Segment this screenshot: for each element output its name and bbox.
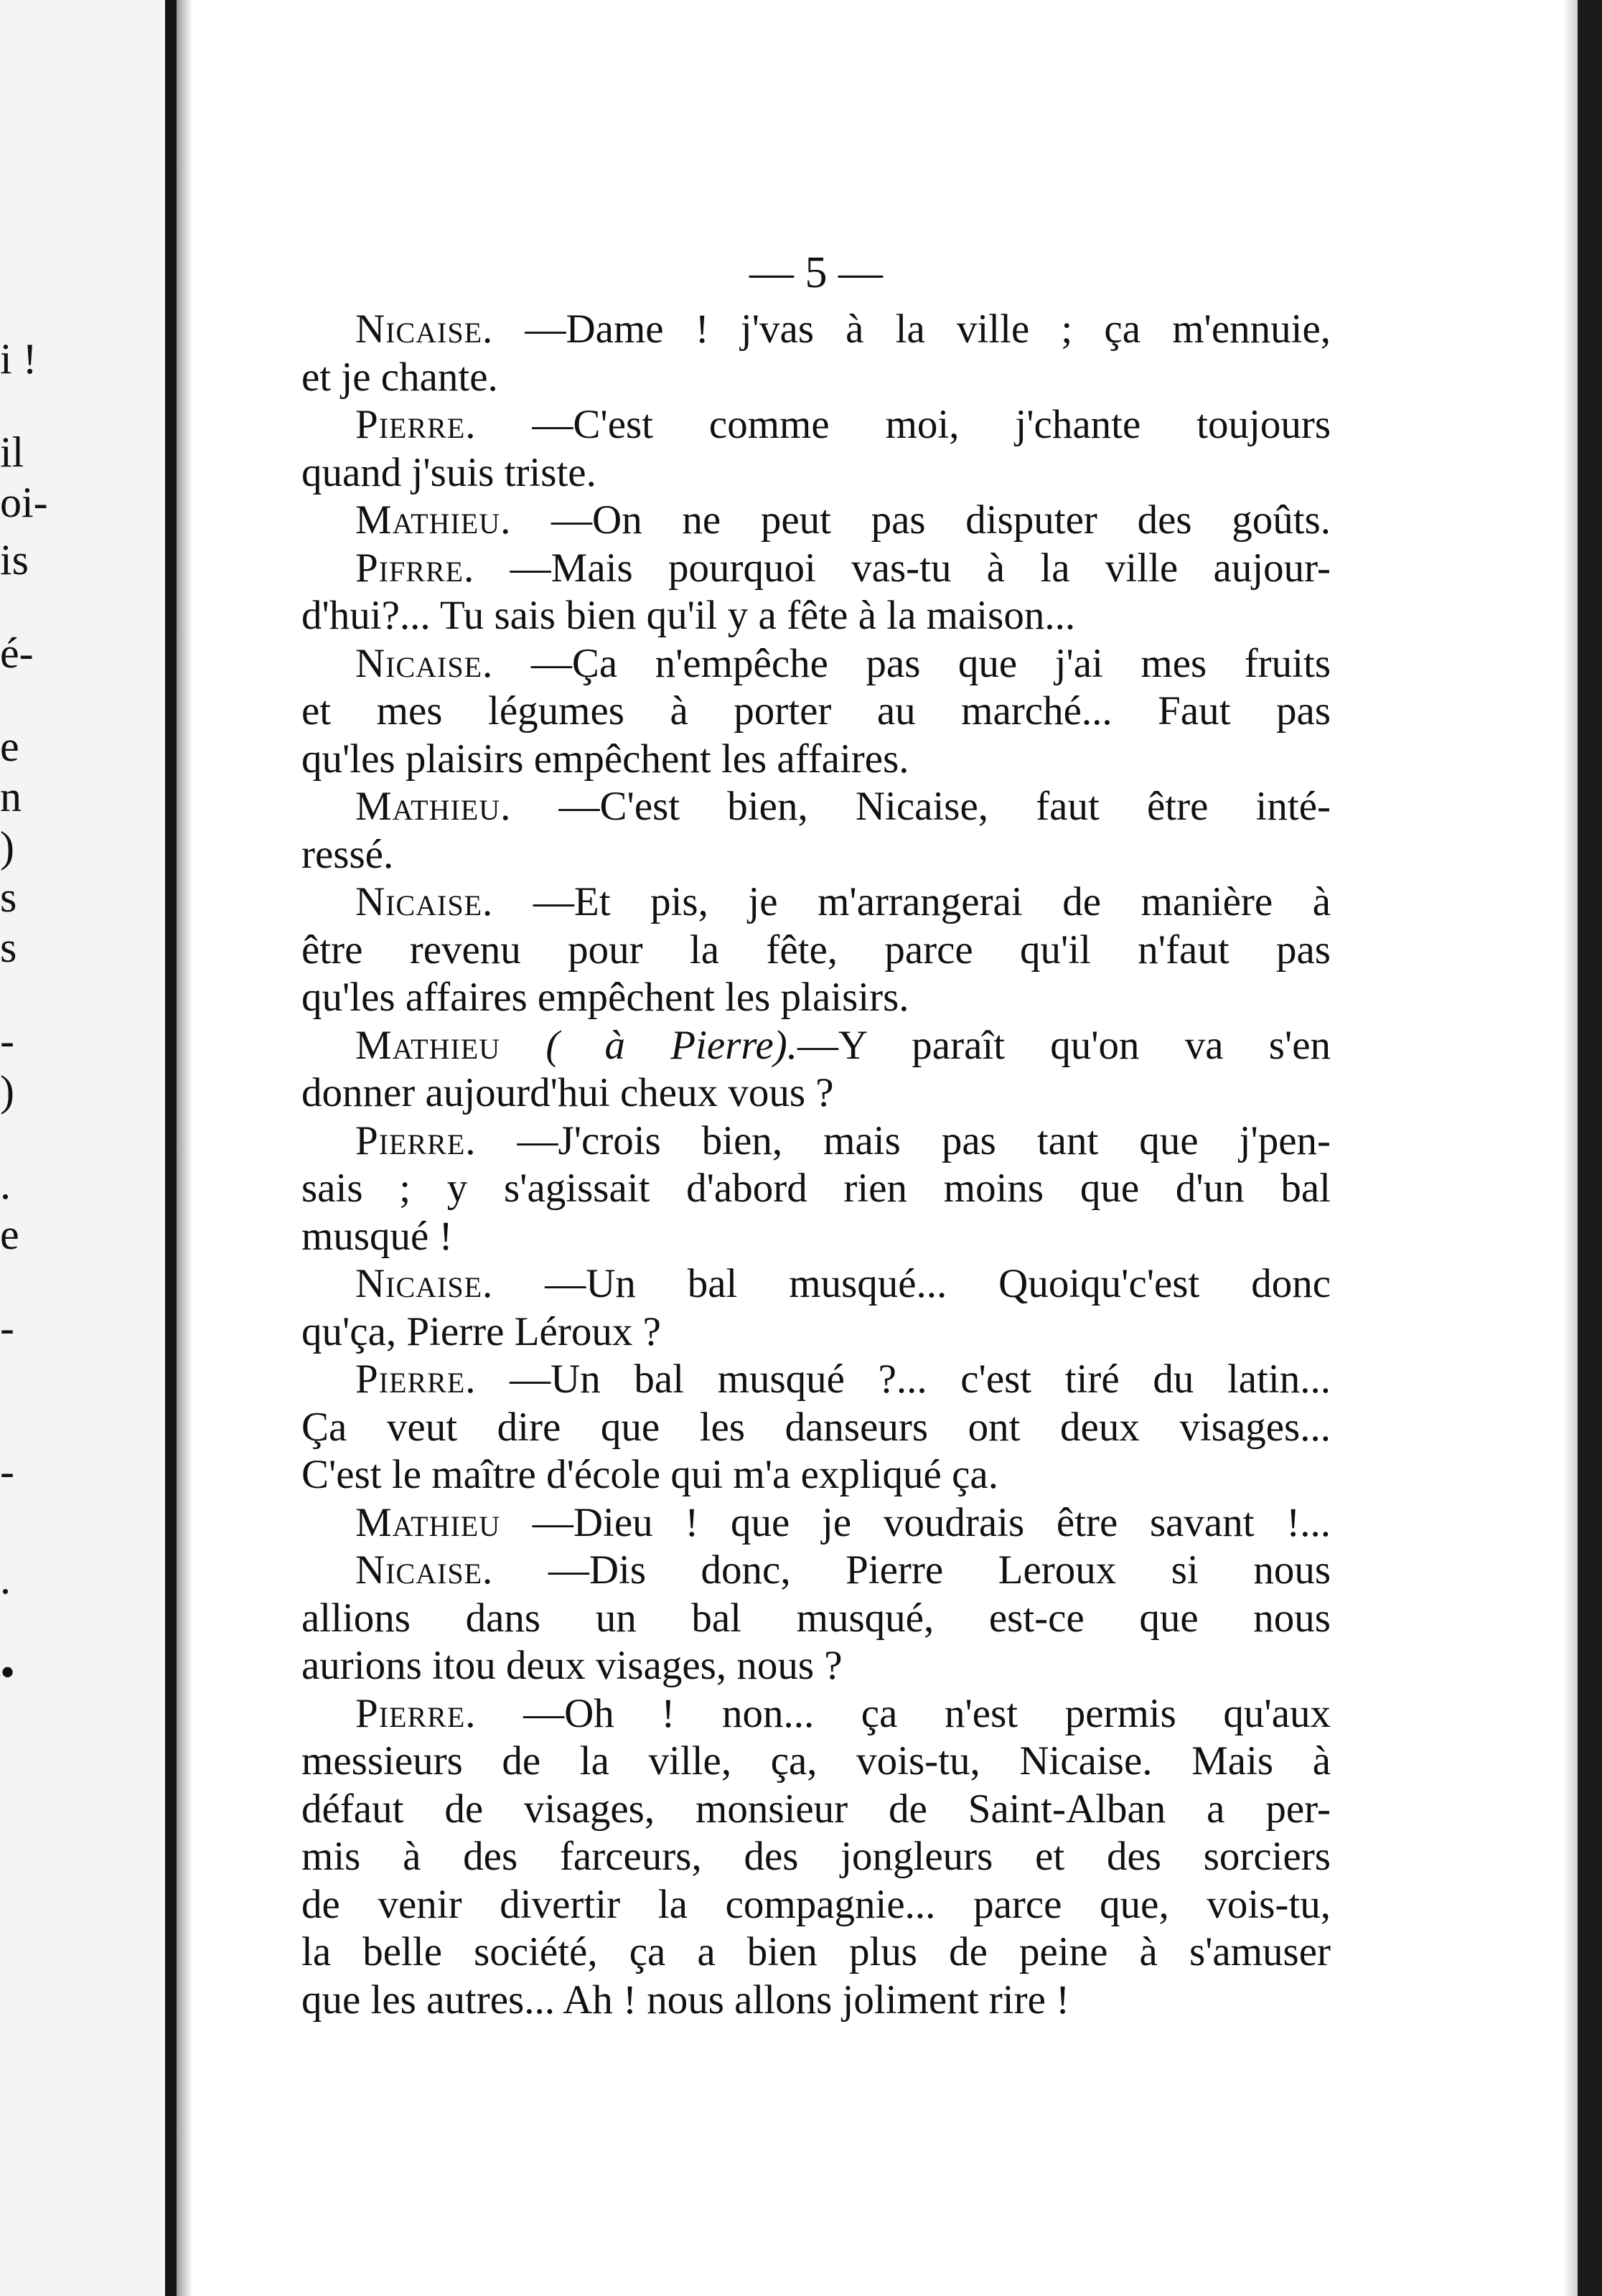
text-line (301, 831, 1331, 879)
speaker-name: Mathieu. (355, 497, 512, 543)
line-text: —Un bal musqué... Quoiqu'c'est donc (545, 1261, 1331, 1306)
speaker-name: Nicaise. (355, 306, 494, 352)
text-line (301, 1165, 1331, 1213)
text-line (301, 1738, 1331, 1786)
text-line (301, 1833, 1331, 1881)
text-line (301, 640, 1331, 688)
line-text: de venir divertir la compagnie... parce que, vois-tu, (301, 1881, 1331, 1927)
previous-page-fragment: . (0, 1555, 11, 1603)
text-line (301, 1451, 1331, 1499)
text-line (301, 1404, 1331, 1452)
line-text: la belle société, ça a bien plus de peine à s'amuser (301, 1929, 1331, 1974)
text-line (301, 783, 1331, 831)
line-text: donner aujourd'hui cheux vous ? (301, 1070, 834, 1115)
gutter-shadow (177, 0, 192, 2296)
text-line (301, 1356, 1331, 1404)
speaker-name: Pierre. (355, 1690, 477, 1736)
line-text: d'hui?... Tu sais bien qu'il y a fête à la maison... (301, 593, 1076, 638)
line-text: —Dieu ! que je voudrais être savant !... (532, 1499, 1331, 1545)
stage-direction: ( à Pierre). (545, 1022, 798, 1068)
text-line (301, 1260, 1331, 1308)
speaker-name: Pierre. (355, 1356, 477, 1402)
text-line (301, 1881, 1331, 1929)
page-number: — 5 — (749, 248, 883, 297)
line-text: sais ; y s'agissait d'abord rien moins que d'un bal (301, 1166, 1331, 1211)
line-text: défaut de visages, monsieur de Saint-Alban a per- (301, 1786, 1331, 1832)
line-text: —C'est bien, Nicaise, faut être inté- (558, 784, 1331, 829)
text-line (301, 1977, 1331, 2025)
text-line (301, 497, 1331, 545)
page-text (301, 306, 1331, 2024)
previous-page-fragment: n (0, 773, 22, 820)
line-text: ressé. (301, 831, 394, 877)
text-line (301, 1547, 1331, 1595)
text-line (301, 1929, 1331, 1977)
line-text: et je chante. (301, 354, 498, 400)
text-line (301, 1690, 1331, 1738)
line-text: —Et pis, je m'arrangerai de manière à (533, 879, 1331, 924)
line-text: et mes légumes à porter au marché... Faut pas (301, 688, 1331, 734)
line-text: —Un bal musqué ?... c'est tiré du latin... (510, 1356, 1331, 1402)
line-text: —Dis donc, Pierre Leroux si nous (548, 1547, 1331, 1593)
text-line (301, 545, 1331, 593)
previous-page-fragment: - (0, 1448, 14, 1495)
speaker-name: Mathieu (355, 1499, 501, 1545)
speaker-name: Nicaise. (355, 1547, 494, 1593)
previous-page-fragment: e (0, 723, 19, 770)
previous-page-fragment: é- (0, 629, 34, 677)
page-edge-shade (1563, 0, 1578, 2296)
previous-page-fragment: - (0, 1304, 14, 1351)
line-text: —Dame ! j'vas à la ville ; ça m'ennuie, (525, 306, 1331, 352)
speaker-name: Nicaise. (355, 640, 494, 686)
line-text: être revenu pour la fête, parce qu'il n'faut pas (301, 927, 1331, 973)
text-line (301, 927, 1331, 975)
previous-page-fragment: s (0, 873, 17, 921)
line-text: —Y paraît qu'on va s'en (797, 1022, 1331, 1068)
text-line (301, 1642, 1331, 1690)
line-text: mis à des farceurs, des jongleurs et des sorciers (301, 1834, 1331, 1879)
previous-page-fragment: oi- (0, 479, 48, 526)
text-line (301, 1595, 1331, 1643)
speaker-name: Pifrre. (355, 545, 475, 591)
line-text: —C'est comme moi, j'chante toujours (532, 402, 1331, 447)
text-line (301, 1069, 1331, 1117)
line-text: messieurs de la ville, ça, vois-tu, Nicaise. Mais à (301, 1738, 1331, 1784)
previous-page-fragment: s (0, 924, 17, 971)
speaker-name: Mathieu (355, 1022, 501, 1068)
text-line (301, 1786, 1331, 1834)
line-text: —On ne peut pas disputer des goûts. (551, 497, 1331, 543)
previous-page-fragment: i ! (0, 335, 37, 383)
text-line (301, 736, 1331, 784)
text-line (301, 878, 1331, 927)
previous-page-fragment: • (0, 1649, 16, 1696)
text-line (301, 1117, 1331, 1166)
speaker-name: Mathieu. (355, 784, 512, 829)
previous-page-fragment: ) (0, 1067, 14, 1115)
book-page (301, 244, 1331, 2024)
speaker-name: Nicaise. (355, 1261, 494, 1306)
line-text: —Ça n'empêche pas que j'ai mes fruits (530, 640, 1331, 686)
previous-page-fragment: ) (0, 823, 14, 871)
line-text: qu'les plaisirs empêchent les affaires. (301, 736, 909, 782)
text-line (301, 1022, 1331, 1070)
previous-page-fragment: e (0, 1211, 19, 1258)
text-line (301, 1308, 1331, 1356)
text-line (301, 306, 1331, 354)
line-text: qu'ça, Pierre Léroux ? (301, 1308, 661, 1354)
line-text: musqué ! (301, 1213, 453, 1259)
speaker-name: Pierre. (355, 402, 477, 447)
speaker-name: Nicaise. (355, 879, 494, 924)
line-text: —Mais pourquoi vas-tu à la ville aujour- (510, 545, 1331, 591)
previous-page-margin (0, 0, 165, 2296)
book-gutter (165, 0, 177, 2296)
previous-page-fragment: il (0, 428, 24, 476)
text-line (301, 354, 1331, 402)
text-line (301, 401, 1331, 449)
text-line (301, 592, 1331, 640)
text-line (301, 688, 1331, 736)
text-line (301, 449, 1331, 497)
line-text: —J'crois bien, mais pas tant que j'pen- (517, 1117, 1331, 1163)
text-line (301, 974, 1331, 1022)
line-text: qu'les affaires empêchent les plaisirs. (301, 975, 909, 1020)
line-text: que les autres... Ah ! nous allons joliment rire ! (301, 1977, 1070, 2023)
line-text: —Oh ! non... ça n'est permis qu'aux (523, 1690, 1331, 1736)
text-line (301, 1499, 1331, 1547)
page-edge (1578, 0, 1602, 2296)
line-text: allions dans un bal musqué, est-ce que nous (301, 1595, 1331, 1641)
line-text: aurions itou deux visages, nous ? (301, 1643, 843, 1688)
line-text: Ça veut dire que les danseurs ont deux visages... (301, 1404, 1331, 1450)
line-text: C'est le maître d'école qui m'a expliqué ça. (301, 1452, 998, 1497)
previous-page-fragment: - (0, 1017, 14, 1064)
line-text: quand j'suis triste. (301, 449, 596, 495)
speaker-name: Pierre. (355, 1117, 477, 1163)
previous-page-fragment: . (0, 1161, 11, 1208)
previous-page-fragment: is (0, 536, 29, 584)
text-line (301, 1213, 1331, 1261)
